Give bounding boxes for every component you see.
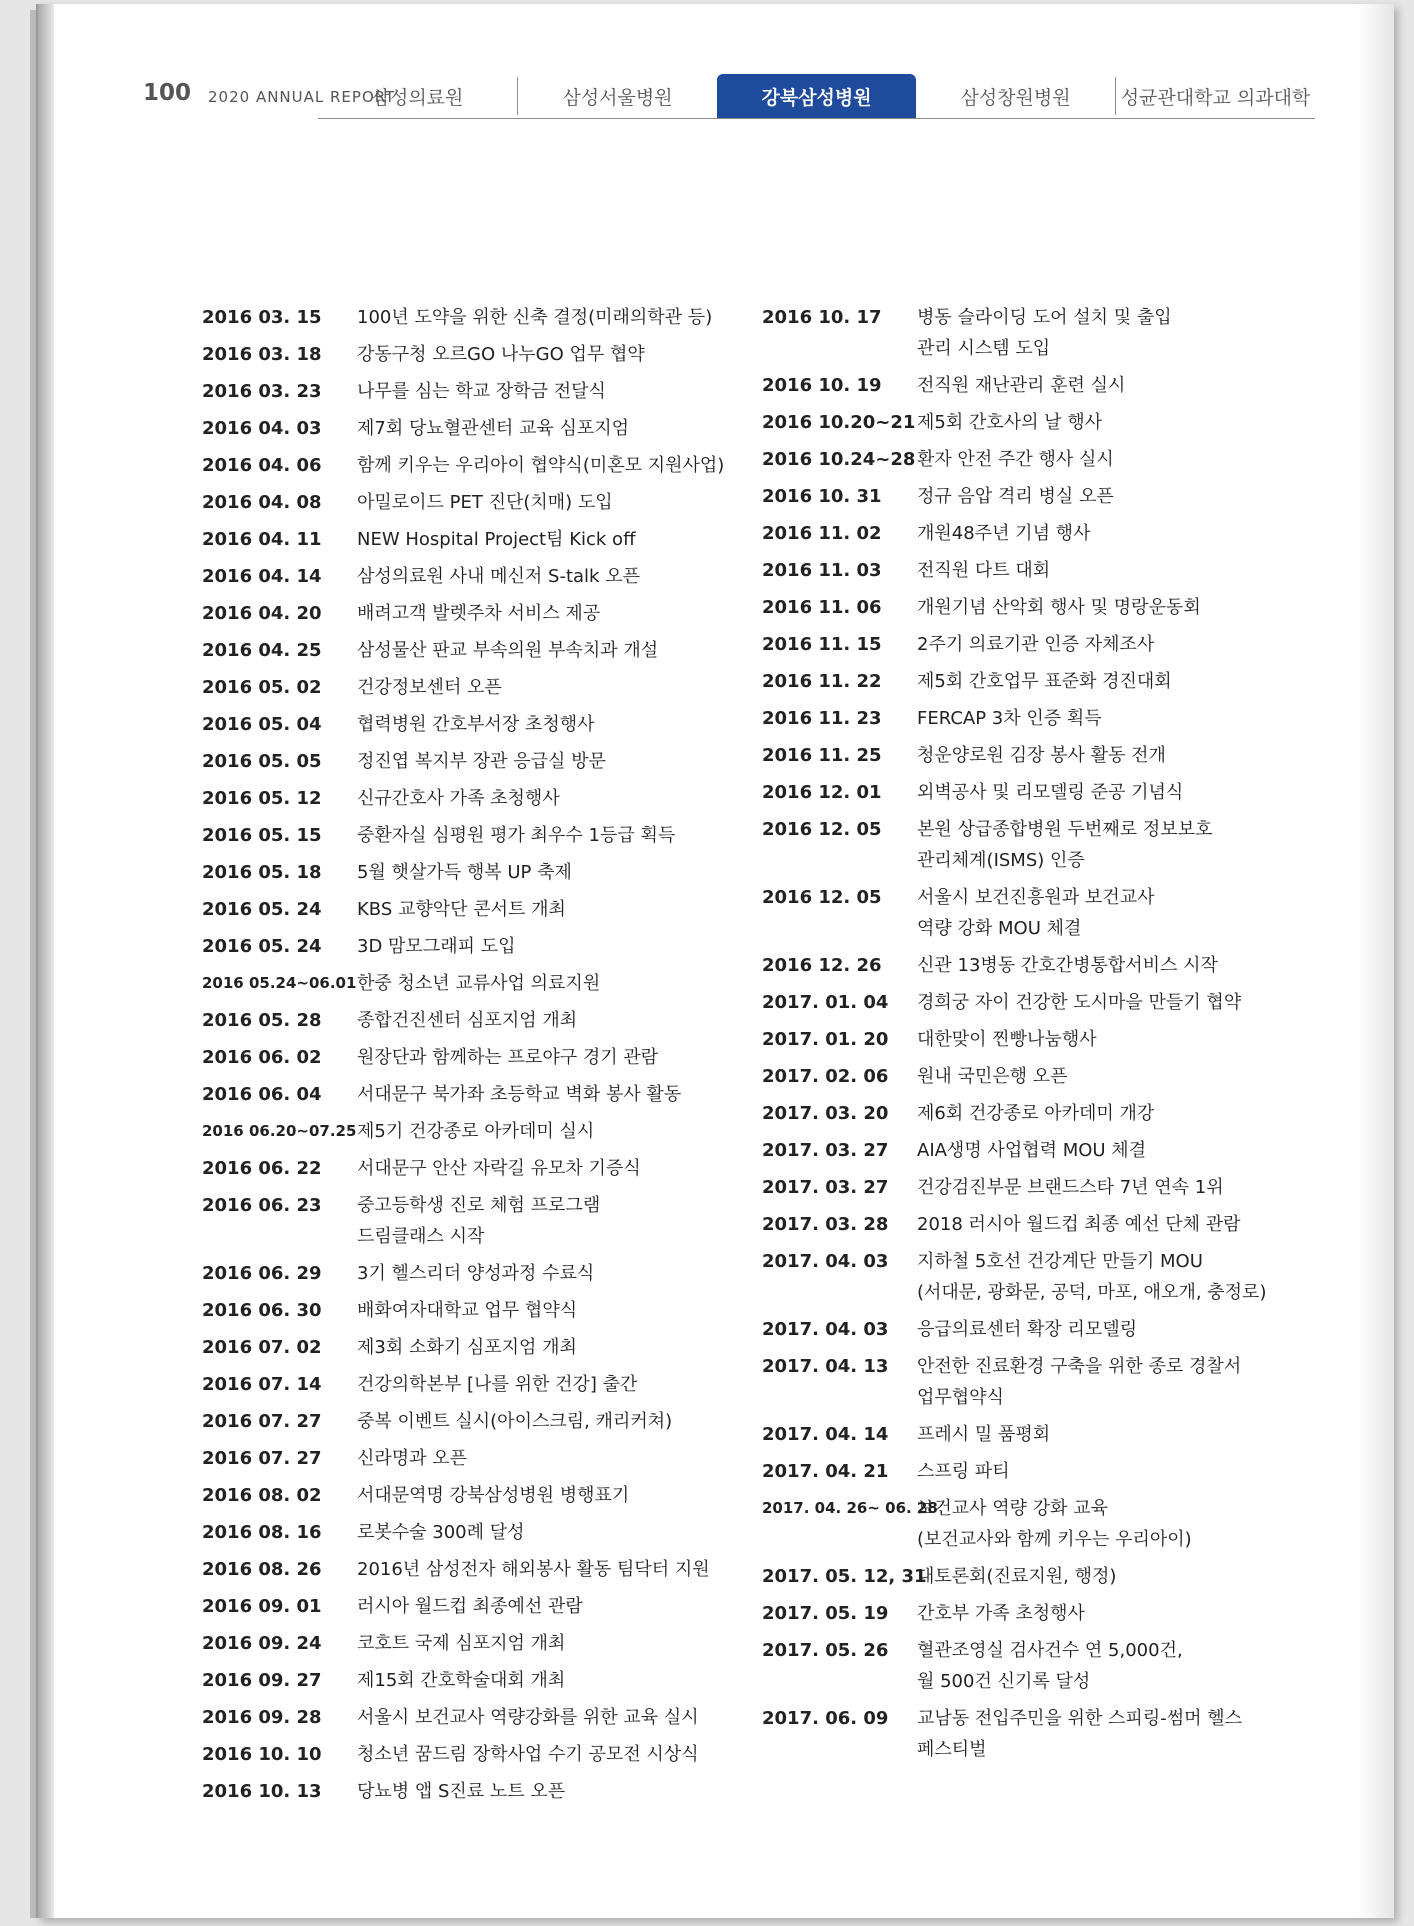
timeline-entry <box>762 481 1322 512</box>
entry-text: 2주기 의료기관 인증 자체조사 <box>917 634 1155 655</box>
timeline-entry <box>762 444 1322 475</box>
entry-date: 2016 03. 23 <box>202 381 322 402</box>
timeline-entry <box>202 1480 762 1511</box>
entry-text: 건강의학본부 [나를 위한 건강] 출간 <box>357 1374 638 1395</box>
timeline-entry <box>762 1493 1322 1555</box>
timeline-entry <box>762 1209 1322 1240</box>
entry-date: 2016 11. 15 <box>762 634 882 655</box>
entry-text: 교남동 전입주민을 위한 스피링-썸머 헬스 페스티벌 <box>917 1708 1242 1760</box>
entry-text: AIA생명 사업협력 MOU 체결 <box>917 1140 1147 1161</box>
entry-text: 제5기 건강종로 아카데미 실시 <box>357 1121 595 1142</box>
entry-text: 건강정보센터 오픈 <box>357 677 502 698</box>
entry-date: 2016 09. 28 <box>202 1707 322 1728</box>
timeline-entry <box>762 1314 1322 1345</box>
entry-text: 대한맞이 찐빵나눔행사 <box>917 1029 1097 1050</box>
entry-text: 대토론회(진료지원, 행정) <box>917 1566 1117 1587</box>
entry-date: 2016 05. 15 <box>202 825 322 846</box>
entry-date: 2017. 01. 20 <box>762 1029 889 1050</box>
entry-date: 2016 07. 27 <box>202 1448 322 1469</box>
entry-date: 2016 10. 13 <box>202 1781 322 1802</box>
entry-text: 본원 상급종합병원 두번째로 정보보호 관리체계(ISMS) 인증 <box>917 819 1213 871</box>
timeline-entry <box>202 1116 762 1147</box>
entry-text: KBS 교향악단 콘서트 개최 <box>357 899 566 920</box>
entry-text: 강동구청 오르GO 나누GO 업무 협약 <box>357 344 645 365</box>
entry-text: 병동 슬라이딩 도어 설치 및 출입 관리 시스템 도입 <box>917 307 1172 359</box>
entry-date: 2016 05. 24 <box>202 899 322 920</box>
entry-date: 2016 12. 26 <box>762 955 882 976</box>
entry-date: 2016 04. 08 <box>202 492 322 513</box>
entry-text: 나무를 심는 학교 장학금 전달식 <box>357 381 606 402</box>
entry-text: 간호부 가족 초청행사 <box>917 1603 1085 1624</box>
timeline-entry <box>762 1098 1322 1129</box>
timeline-entry <box>762 703 1322 734</box>
entry-date: 2017. 04. 03 <box>762 1251 889 1272</box>
timeline-entry <box>762 1456 1322 1487</box>
entry-text: 청운양로원 김장 봉사 활동 전개 <box>917 745 1166 766</box>
entry-text: 서대문구 북가좌 초등학교 벽화 봉사 활동 <box>357 1084 682 1105</box>
timeline-entry <box>762 302 1322 364</box>
timeline-entry <box>202 487 762 518</box>
timeline-entry <box>202 894 762 925</box>
timeline-entry <box>762 1419 1322 1450</box>
entry-text: 로봇수술 300례 달성 <box>357 1522 525 1543</box>
entry-text: 서울시 보건진흥원과 보건교사 역량 강화 MOU 체결 <box>917 887 1155 939</box>
entry-date: 2016 12. 01 <box>762 782 882 803</box>
timeline-entry <box>762 882 1322 944</box>
entry-text: 스프링 파티 <box>917 1461 1010 1482</box>
entry-date: 2016 06. 30 <box>202 1300 322 1321</box>
entry-text: 프레시 밀 품평회 <box>917 1424 1051 1445</box>
entry-date: 2017. 03. 27 <box>762 1140 889 1161</box>
timeline-right-column <box>762 302 1322 1771</box>
entry-date: 2017. 04. 13 <box>762 1356 889 1377</box>
section-tabs <box>318 74 1315 119</box>
entry-date: 2016 07. 14 <box>202 1374 322 1395</box>
entry-date: 2017. 01. 04 <box>762 992 889 1013</box>
timeline-entry <box>202 1517 762 1548</box>
entry-date: 2016 10.20~21 <box>762 412 916 433</box>
timeline-left-column <box>202 302 762 1813</box>
timeline-entry <box>202 783 762 814</box>
entry-text: 혈관조영실 검사건수 연 5,000건, 월 500건 신기록 달성 <box>917 1640 1183 1692</box>
entry-text: 협력병원 간호부서장 초청행사 <box>357 714 595 735</box>
entry-date: 2016 05. 12 <box>202 788 322 809</box>
entry-date: 2017. 04. 03 <box>762 1319 889 1340</box>
entry-date: 2016 06. 23 <box>202 1195 322 1216</box>
entry-date: 2016 11. 23 <box>762 708 882 729</box>
timeline-entry <box>202 598 762 629</box>
entry-text: 100년 도약을 위한 신축 결정(미래의학관 등) <box>357 307 713 328</box>
timeline-entry <box>762 1351 1322 1413</box>
entry-text: 아밀로이드 PET 진단(치매) 도입 <box>357 492 613 513</box>
entry-date: 2016 11. 02 <box>762 523 882 544</box>
timeline-entry <box>762 1172 1322 1203</box>
entry-text: 청소년 꿈드림 장학사업 수기 공모전 시상식 <box>357 1744 699 1765</box>
timeline-entry <box>762 518 1322 549</box>
timeline-entry <box>202 931 762 962</box>
timeline-entry <box>202 1554 762 1585</box>
entry-text: 지하철 5호선 건강계단 만들기 MOU (서대문, 광화문, 공덕, 마포, 애오개, 충정로) <box>917 1251 1267 1303</box>
entry-text: FERCAP 3차 인증 획득 <box>917 708 1102 729</box>
entry-date: 2016 03. 18 <box>202 344 322 365</box>
entry-date: 2017. 03. 27 <box>762 1177 889 1198</box>
timeline-entry <box>202 672 762 703</box>
entry-text: 원내 국민은행 오픈 <box>917 1066 1068 1087</box>
entry-date: 2016 04. 25 <box>202 640 322 661</box>
tab-samsung-medical-center[interactable]: 삼성의료원 <box>371 86 464 109</box>
entry-date: 2016 11. 06 <box>762 597 882 618</box>
entry-date: 2016 09. 27 <box>202 1670 322 1691</box>
entry-date: 2016 11. 22 <box>762 671 882 692</box>
entry-text: 서대문구 안산 자락길 유모차 기증식 <box>357 1158 641 1179</box>
timeline-entry <box>202 302 762 333</box>
entry-text: 개원기념 산악회 행사 및 명랑운동회 <box>917 597 1201 618</box>
entry-text: 정진엽 복지부 장관 응급실 방문 <box>357 751 606 772</box>
page-header <box>143 74 1315 120</box>
entry-text: 중복 이벤트 실시(아이스크림, 캐리커쳐) <box>357 1411 673 1432</box>
timeline-entry <box>202 1295 762 1326</box>
report-title: 2020 ANNUAL REPORT <box>208 88 396 106</box>
timeline-entry <box>762 1561 1322 1592</box>
entry-date: 2016 10. 19 <box>762 375 882 396</box>
timeline-entry <box>202 1443 762 1474</box>
entry-date: 2016 05. 04 <box>202 714 322 735</box>
timeline-entry <box>762 1635 1322 1697</box>
entry-text: 제6회 건강종로 아카데미 개강 <box>917 1103 1155 1124</box>
entry-date: 2016 04. 06 <box>202 455 322 476</box>
timeline-entry <box>202 1258 762 1289</box>
entry-text: 삼성물산 판교 부속의원 부속치과 개설 <box>357 640 659 661</box>
entry-date: 2016 08. 16 <box>202 1522 322 1543</box>
entry-text: 삼성의료원 사내 메신저 S-talk 오픈 <box>357 566 640 587</box>
entry-date: 2017. 05. 19 <box>762 1603 889 1624</box>
entry-text: 외벽공사 및 리모델링 준공 기념식 <box>917 782 1184 803</box>
entry-date: 2016 08. 02 <box>202 1485 322 1506</box>
entry-date: 2017. 05. 12, 31 <box>762 1566 927 1587</box>
entry-text: 제5회 간호업무 표준화 경진대회 <box>917 671 1172 692</box>
entry-text: 3기 헬스리더 양성과정 수료식 <box>357 1263 595 1284</box>
timeline-entry <box>202 524 762 555</box>
entry-date: 2016 04. 03 <box>202 418 322 439</box>
timeline-entry <box>762 950 1322 981</box>
entry-text: 신관 13병동 간호간병통합서비스 시작 <box>917 955 1218 976</box>
entry-text: 안전한 진료환경 구축을 위한 종로 경찰서 업무협약식 <box>917 1356 1242 1408</box>
timeline-entry <box>762 555 1322 586</box>
entry-text: 경희궁 자이 건강한 도시마을 만들기 협약 <box>917 992 1242 1013</box>
tab-samsung-changwon-hospital[interactable]: 삼성창원병원 <box>960 86 1071 109</box>
tab-kangbuk-samsung-hospital[interactable]: 강북삼성병원 <box>717 74 916 118</box>
timeline-entry <box>762 592 1322 623</box>
entry-date: 2016 06. 29 <box>202 1263 322 1284</box>
entry-date: 2016 06.20~07.25 <box>202 1122 357 1140</box>
timeline-entry <box>202 376 762 407</box>
entry-date: 2017. 05. 26 <box>762 1640 889 1661</box>
entry-date: 2016 06. 02 <box>202 1047 322 1068</box>
entry-text: 5월 햇살가득 행복 UP 축제 <box>357 862 572 883</box>
entry-text: 함께 키우는 우리아이 협약식(미혼모 지원사업) <box>357 455 725 476</box>
entry-date: 2016 05. 28 <box>202 1010 322 1031</box>
entry-date: 2016 11. 03 <box>762 560 882 581</box>
timeline-entry <box>762 814 1322 876</box>
timeline-entry <box>202 1665 762 1696</box>
entry-text: 당뇨병 앱 S진료 노트 오픈 <box>357 1781 566 1802</box>
entry-date: 2016 04. 20 <box>202 603 322 624</box>
timeline-entry <box>202 746 762 777</box>
entry-date: 2016 05. 05 <box>202 751 322 772</box>
timeline-entry <box>202 1079 762 1110</box>
entry-date: 2017. 03. 28 <box>762 1214 889 1235</box>
timeline-entry <box>762 1703 1322 1765</box>
timeline-entry <box>762 777 1322 808</box>
entry-text: 전직원 다트 대회 <box>917 560 1051 581</box>
document-page <box>36 4 1394 1918</box>
entry-text: 신라명과 오픈 <box>357 1448 468 1469</box>
timeline-entry <box>202 413 762 444</box>
timeline-entry <box>202 1153 762 1184</box>
timeline-entry <box>762 740 1322 771</box>
timeline-entry <box>202 1042 762 1073</box>
timeline-entry <box>762 1135 1322 1166</box>
entry-text: 중고등학생 진로 체험 프로그램 드림클래스 시작 <box>357 1195 601 1247</box>
entry-text: 개원48주년 기념 행사 <box>917 523 1091 544</box>
entry-date: 2016 07. 02 <box>202 1337 322 1358</box>
timeline-entry <box>762 629 1322 660</box>
timeline-entry <box>762 1598 1322 1629</box>
entry-date: 2016 07. 27 <box>202 1411 322 1432</box>
entry-date: 2016 08. 26 <box>202 1559 322 1580</box>
entry-date: 2016 05.24~06.01 <box>202 974 357 992</box>
timeline-entry <box>762 666 1322 697</box>
entry-date: 2016 10.24~28 <box>762 449 916 470</box>
entry-date: 2016 09. 24 <box>202 1633 322 1654</box>
timeline-entry <box>202 1739 762 1770</box>
entry-text: 3D 맘모그래피 도입 <box>357 936 516 957</box>
timeline-entry <box>762 987 1322 1018</box>
entry-text: 정규 음압 격리 병실 오픈 <box>917 486 1114 507</box>
entry-text: 제3회 소화기 심포지엄 개최 <box>357 1337 577 1358</box>
timeline-entry <box>202 1005 762 1036</box>
timeline-entry <box>202 1776 762 1807</box>
entry-text: 제7회 당뇨혈관센터 교육 심포지엄 <box>357 418 630 439</box>
entry-text: 2018 러시아 월드컵 최종 예선 단체 관람 <box>917 1214 1241 1235</box>
entry-date: 2017. 04. 26~ 06. 28 <box>762 1499 938 1517</box>
tab-skku-medicine[interactable]: 성균관대학교 의과대학 <box>1115 77 1315 115</box>
timeline-entry <box>202 1332 762 1363</box>
timeline-entry <box>202 450 762 481</box>
entry-text: 2016년 삼성전자 해외봉사 활동 팀닥터 지원 <box>357 1559 710 1580</box>
entry-date: 2017. 04. 14 <box>762 1424 889 1445</box>
entry-date: 2017. 02. 06 <box>762 1066 889 1087</box>
entry-date: 2016 04. 14 <box>202 566 322 587</box>
timeline-entry <box>762 1246 1322 1308</box>
entry-text: 한중 청소년 교류사업 의료지원 <box>357 973 601 994</box>
timeline-entry <box>202 709 762 740</box>
entry-date: 2016 12. 05 <box>762 887 882 908</box>
entry-text: 중환자실 심평원 평가 최우수 1등급 획득 <box>357 825 676 846</box>
entry-date: 2016 12. 05 <box>762 819 882 840</box>
entry-text: 서대문역명 강북삼성병원 병행표기 <box>357 1485 630 1506</box>
entry-date: 2016 10. 17 <box>762 307 882 328</box>
entry-text: 코호트 국제 심포지엄 개최 <box>357 1633 566 1654</box>
entry-text: 원장단과 함께하는 프로야구 경기 관람 <box>357 1047 659 1068</box>
entry-date: 2016 09. 01 <box>202 1596 322 1617</box>
timeline-entry <box>762 1024 1322 1055</box>
entry-text: 신규간호사 가족 초청행사 <box>357 788 560 809</box>
entry-date: 2017. 04. 21 <box>762 1461 889 1482</box>
page-edge <box>1358 4 1394 1918</box>
entry-text: 배화여자대학교 업무 협약식 <box>357 1300 578 1321</box>
entry-date: 2016 05. 18 <box>202 862 322 883</box>
entry-date: 2016 10. 31 <box>762 486 882 507</box>
entry-text: 제15회 간호학술대회 개최 <box>357 1670 566 1691</box>
timeline-entry <box>762 1061 1322 1092</box>
entry-date: 2016 04. 11 <box>202 529 322 550</box>
entry-text: 응급의료센터 확장 리모델링 <box>917 1319 1138 1340</box>
timeline-entry <box>202 820 762 851</box>
tab-samsung-seoul-hospital[interactable]: 삼성서울병원 <box>517 77 717 115</box>
book-spine <box>38 4 54 1918</box>
page-number: 100 <box>143 80 192 106</box>
entry-text: 종합건진센터 심포지엄 개최 <box>357 1010 578 1031</box>
timeline-entry <box>202 968 762 999</box>
timeline-entry <box>202 635 762 666</box>
entry-text: 전직원 재난관리 훈련 실시 <box>917 375 1126 396</box>
entry-date: 2017. 03. 20 <box>762 1103 889 1124</box>
timeline-entry <box>202 857 762 888</box>
entry-date: 2016 10. 10 <box>202 1744 322 1765</box>
timeline-entry <box>202 1406 762 1437</box>
timeline-entry <box>202 1702 762 1733</box>
entry-text: 보건교사 역량 강화 교육 (보건교사와 함께 키우는 우리아이) <box>917 1498 1192 1550</box>
entry-text: NEW Hospital Project팀 Kick off <box>357 529 636 550</box>
timeline-entry <box>202 1628 762 1659</box>
entry-date: 2016 06. 04 <box>202 1084 322 1105</box>
entry-date: 2017. 06. 09 <box>762 1708 889 1729</box>
timeline-entry <box>762 407 1322 438</box>
entry-date: 2016 06. 22 <box>202 1158 322 1179</box>
entry-text: 배려고객 발렛주차 서비스 제공 <box>357 603 601 624</box>
timeline-entry <box>202 1369 762 1400</box>
timeline-entry <box>202 561 762 592</box>
entry-text: 환자 안전 주간 행사 실시 <box>917 449 1114 470</box>
entry-date: 2016 03. 15 <box>202 307 322 328</box>
timeline-entry <box>202 339 762 370</box>
timeline-entry <box>202 1591 762 1622</box>
entry-date: 2016 05. 24 <box>202 936 322 957</box>
entry-date: 2016 11. 25 <box>762 745 882 766</box>
entry-text: 제5회 간호사의 날 행사 <box>917 412 1103 433</box>
entry-text: 건강검진부문 브랜드스타 7년 연속 1위 <box>917 1177 1224 1198</box>
timeline-entry <box>202 1190 762 1252</box>
timeline-entry <box>762 370 1322 401</box>
entry-text: 러시아 월드컵 최종예선 관람 <box>357 1596 583 1617</box>
entry-text: 서울시 보건교사 역량강화를 위한 교육 실시 <box>357 1707 699 1728</box>
entry-date: 2016 05. 02 <box>202 677 322 698</box>
